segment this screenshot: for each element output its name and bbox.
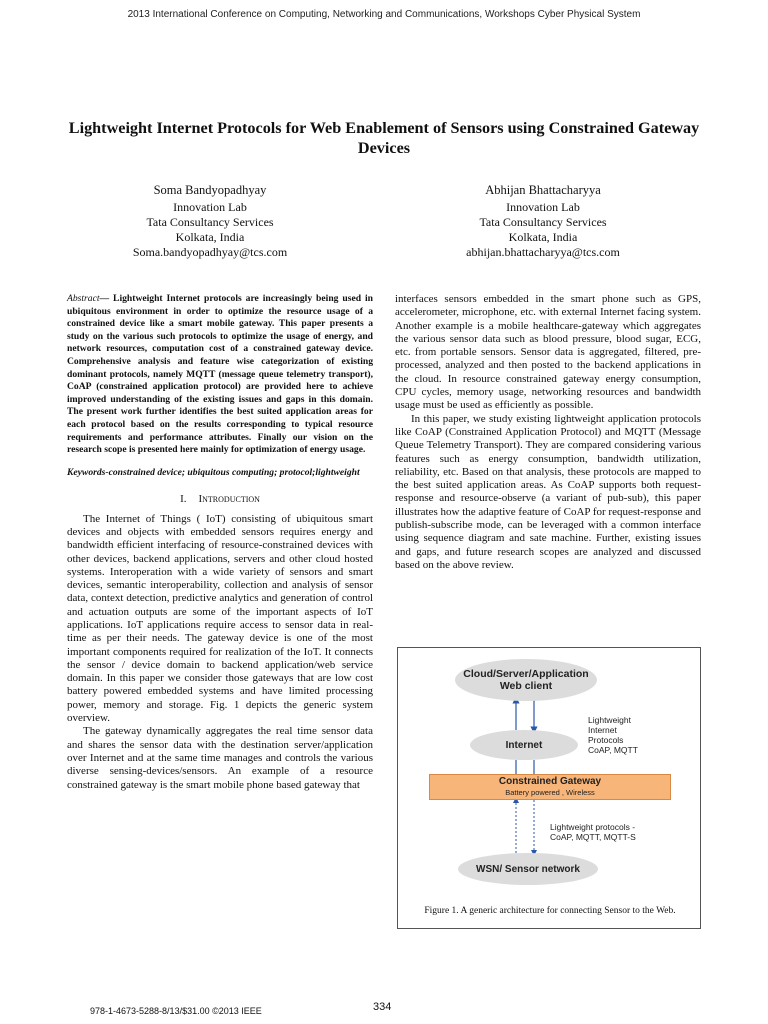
lw-label-line: Internet	[588, 725, 617, 735]
left-column	[67, 293, 373, 792]
author-email: abhijan.bhattacharyya@tcs.com	[466, 245, 620, 259]
abstract-lead: Abstract	[67, 293, 100, 304]
cloud-label-2: Web client	[499, 680, 553, 692]
lightweight-protocols-label	[550, 822, 690, 842]
author-affiliation: Innovation Lab	[173, 200, 247, 214]
section-title: Introduction	[198, 493, 260, 506]
author-organization: Tata Consultancy Services	[146, 215, 274, 229]
author-name: Soma Bandyopadhyay	[153, 183, 267, 197]
right-column	[395, 293, 701, 572]
lw-label-line: Protocols	[588, 735, 624, 745]
author-block-1	[60, 183, 360, 260]
wsn-label: WSN/ Sensor network	[476, 863, 580, 875]
lw-label-line: CoAP, MQTT	[588, 745, 638, 755]
lwp-label-line: CoAP, MQTT, MQTT-S	[550, 832, 636, 842]
body-paragraph-1: interfaces sensors embedded in the smart phone such as GPS, accelerometer, microphone, etc. with external Internet facing system. Another example is a mobile healthcare-gateway which aggregates the various sensor data such as blood pressure, blood sugar, ECG, etc. from portable sensors. Sensor data is aggregated, filtered, pre-processed, analyzed and then posted to the backend applications in the cloud. In resource constrained gateway energy consumption, CPU cycles, memory usage, networking resources and bandwidth usage must be used as efficiently as possible.	[395, 293, 701, 412]
abstract-text: Lightweight Internet protocols are increasingly being used in ubiquitous environment in order to optimize the resource usage of a constrained device like a smart mobile gateway. This paper presents a study on the various such protocols to optimize the usage of energy, and network resources, computation cost of a constrained gateway device. Comprehensive analysis and feature wise categorization of existing dominant protocols, namely MQTT (message queue telemetry transport), CoAP (constrained application protocol) are provided here to achieve improved understanding of the existing issues and gaps in this domain. The present work further identifies the best suited application areas for each protocol based on the results corresponding to typical resource requirements and performance attributes. Finally our vision on the research scope is presented here mainly for optimization of energy usage.	[67, 293, 373, 456]
author-location: Kolkata, India	[175, 230, 245, 244]
author-name: Abhijan Bhattacharyya	[485, 183, 601, 197]
cloud-label-1: Cloud/Server/Application	[463, 668, 589, 680]
author-affiliation: Innovation Lab	[506, 200, 580, 214]
abstract-dash: —	[99, 293, 114, 304]
gateway-title: Constrained Gateway	[498, 776, 602, 787]
internet-ellipse	[470, 730, 578, 760]
abstract	[67, 293, 373, 457]
author-block-2	[393, 183, 693, 260]
keywords: Keywords-constrained device; ubiquitous computing; protocol;lightweight	[67, 466, 360, 478]
wsn-ellipse	[458, 853, 598, 885]
constrained-gateway-box	[429, 774, 671, 800]
body-paragraph-2: In this paper, we study existing lightweight application protocols like CoAP (Constrained Application Protocol) and MQTT (Message Queue Telemetry Transport). They are compared considering various features such as energy consumption, bandwidth utilization, reliability, etc. Based on that analysis, these protocols are mapped to the best suited application areas. As CoAP supports both request-response and resource-observe (a variant of pub-sub), this paper illustrates how the adaptive feature of CoAP for request-response and publish-subscribe mode, can be leveraged with a common interface using sequence diagram and sate machine. Further, existing issues and gaps, and future research scopes are analyzed and discussed based on the above review.	[395, 412, 701, 571]
footer-isbn: 978-1-4673-5288-8/13/$31.00 ©2013 IEEE	[90, 1006, 262, 1016]
conference-header: 2013 International Conference on Computing, Networking and Communications, Workshops Cyber Physical System	[127, 9, 641, 20]
figure-caption: Figure 1. A generic architecture for connecting Sensor to the Web.	[424, 906, 676, 916]
section-number: I.	[180, 493, 187, 506]
section-heading	[67, 493, 373, 506]
author-location: Kolkata, India	[508, 230, 578, 244]
intro-paragraph-2: The gateway dynamically aggregates the real time sensor data and shares the sensor data with the destination server/application over Internet and at the same time manages and controls the various diverse sensing-devices/sensors. An example of a resource constrained gateway is the smart mobile phone based gateway that	[67, 725, 373, 791]
author-email: Soma.bandyopadhyay@tcs.com	[132, 245, 288, 259]
paper-title: Lightweight Internet Protocols for Web Enablement of Sensors using Constrained Gateway Devices	[68, 119, 700, 157]
lightweight-internet-label	[588, 715, 688, 755]
figure-1	[397, 647, 701, 929]
gateway-subtitle: Battery powered , Wireless	[505, 788, 595, 797]
intro-paragraph-1: The Internet of Things ( IoT) consisting of ubiquitous smart devices and objects with embedded sensors requires energy and bandwidth efficient interfacing of resource-constrained devices with other devices, backend applications, servers and other cloud hosted systems. Interoperation with a wide variety of sensors and smart devices, semantic interoperability, collection and analysis of sensor data, context detection, predictive analytics and generation of control and actuation outputs are some of the important aspects of IoT applications. IoT applications require access to sensor data in real-time as per their needs. The gateway device is one of the most important components required for realization of the IoT. It connects the sensor / device domain to backend application/web service domain. In this paper we consider those gateways that are low cost battery powered embedded systems and have limited processing power, memory and storage. Fig. 1 depicts the generic system overview.	[67, 512, 373, 725]
page-number: 334	[373, 1001, 392, 1013]
lw-label-line: Lightweight	[588, 715, 632, 725]
lwp-label-line: Lightweight protocols -	[550, 822, 636, 832]
internet-label: Internet	[505, 739, 543, 751]
author-organization: Tata Consultancy Services	[479, 215, 607, 229]
cloud-ellipse	[455, 659, 597, 701]
